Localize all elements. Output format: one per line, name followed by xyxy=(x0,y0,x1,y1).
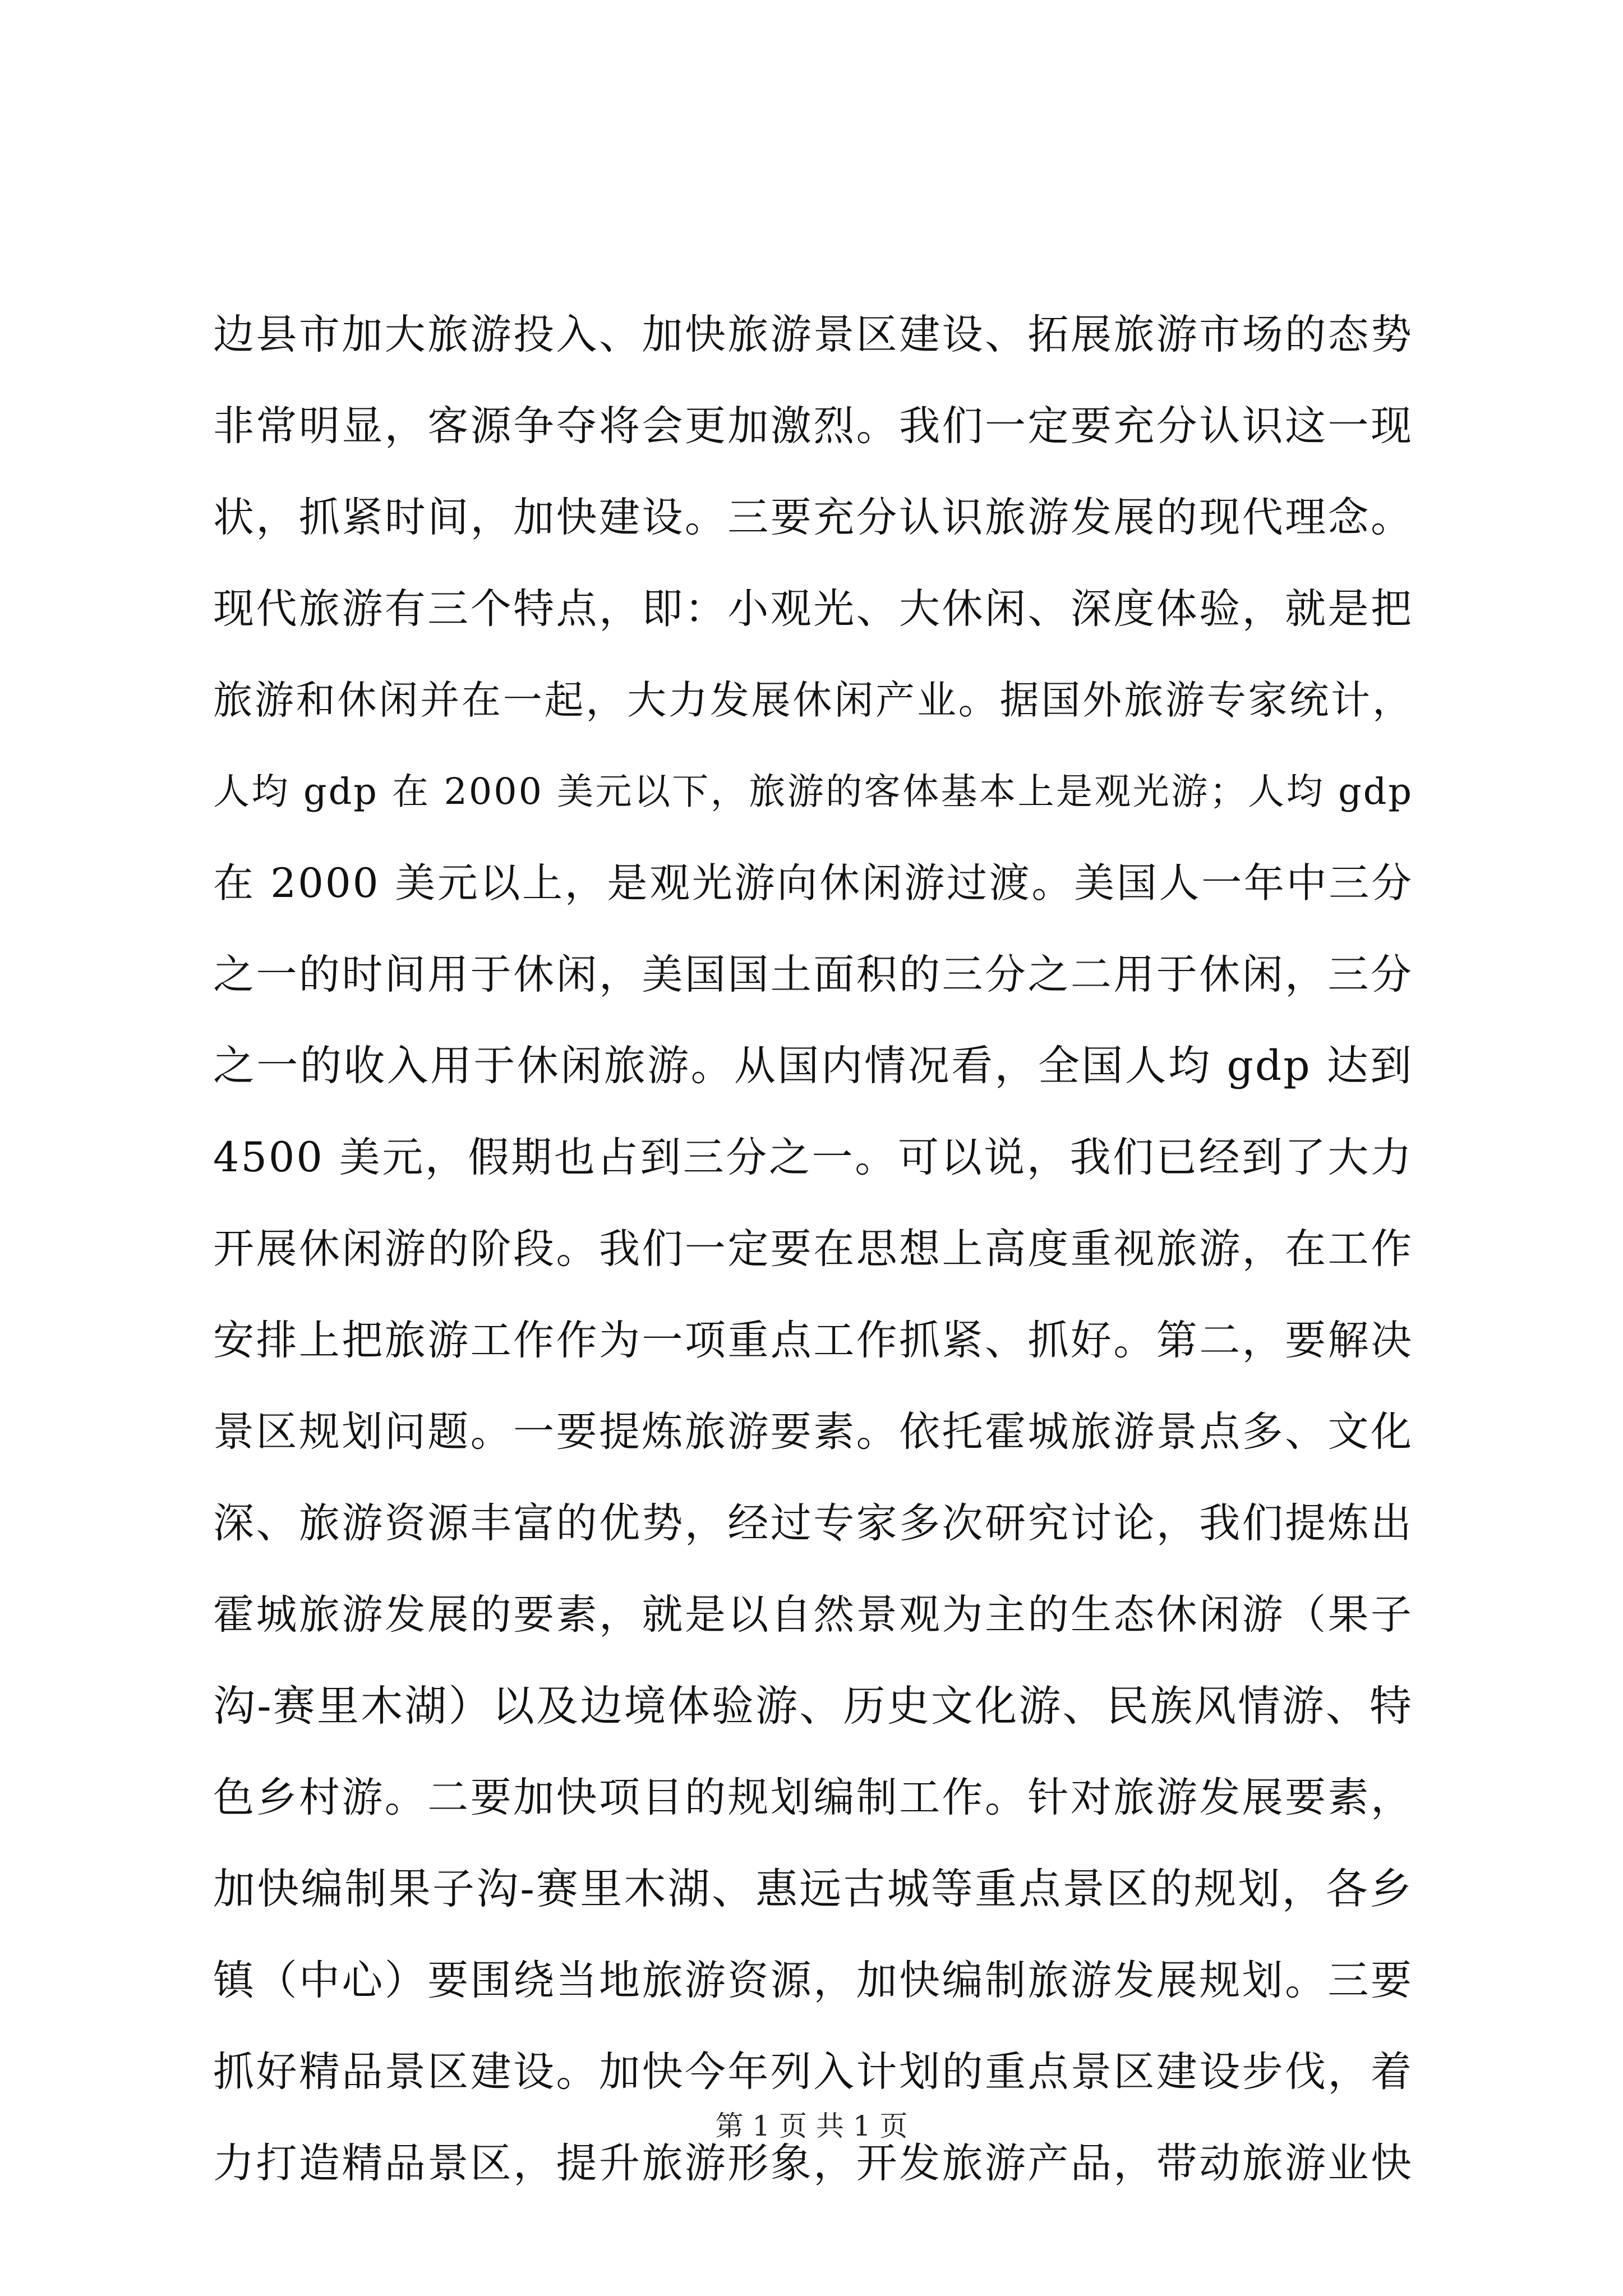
text-line: 霍城旅游发展的要素，就是以自然景观为主的生态休闲游（果子 xyxy=(213,1591,1413,1639)
text-line: 边县市加大旅游投入、加快旅游景区建设、拓展旅游市场的态势 xyxy=(213,311,1413,358)
text-line: 抓好精品景区建设。加快今年列入计划的重点景区建设步伐，着 xyxy=(213,2048,1413,2096)
text-line: 旅游和休闲并在一起，大力发展休闲产业。据国外旅游专家统计， xyxy=(213,677,1413,723)
body-text xyxy=(213,289,1413,2209)
text-line: 景区规划问题。一要提炼旅游要素。依托霍城旅游景点多、文化 xyxy=(213,1408,1413,1456)
text-line: 加快编制果子沟-赛里木湖、惠远古城等重点景区的规划，各乡 xyxy=(213,1864,1413,1913)
text-line: 力打造精品景区，提升旅游形象，开发旅游产品，带动旅游业快 xyxy=(213,2139,1413,2187)
text-line: 之一的时间用于休闲，美国国土面积的三分之二用于休闲，三分 xyxy=(213,951,1413,999)
text-line: 沟-赛里木湖）以及边境体验游、历史文化游、民族风情游、特 xyxy=(213,1681,1413,1731)
text-line: 4500 美元，假期也占到三分之一。可以说，我们已经到了大力 xyxy=(213,1134,1413,1181)
text-line: 色乡村游。二要加快项目的规划编制工作。针对旅游发展要素， xyxy=(213,1774,1413,1821)
text-line: 人均 gdp 在 2000 美元以下，旅游的客体基本上是观光游；人均 gdp xyxy=(213,771,1413,813)
text-line: 之一的收入用于休闲旅游。从国内情况看，全国人均 gdp 达到 xyxy=(213,1042,1413,1090)
text-line: 在 2000 美元以上，是观光游向休闲游过渡。美国人一年中三分 xyxy=(213,859,1413,907)
text-line: 状，抓紧时间，加快建设。三要充分认识旅游发展的现代理念。 xyxy=(213,494,1413,541)
text-line: 深、旅游资源丰富的优势，经过专家多次研究讨论，我们提炼出 xyxy=(213,1499,1413,1547)
page-footer: 第 1 页 共 1 页 xyxy=(715,2110,908,2142)
text-line: 镇（中心）要围绕当地旅游资源，加快编制旅游发展规划。三要 xyxy=(213,1957,1413,2004)
text-line: 非常明显，客源争夺将会更加激烈。我们一定要充分认识这一现 xyxy=(213,402,1413,450)
text-line: 安排上把旅游工作作为一项重点工作抓紧、抓好。第二，要解决 xyxy=(213,1317,1413,1364)
text-line: 现代旅游有三个特点，即：小观光、大休闲、深度体验，就是把 xyxy=(213,585,1413,633)
text-line: 开展休闲游的阶段。我们一定要在思想上高度重视旅游，在工作 xyxy=(213,1225,1413,1273)
